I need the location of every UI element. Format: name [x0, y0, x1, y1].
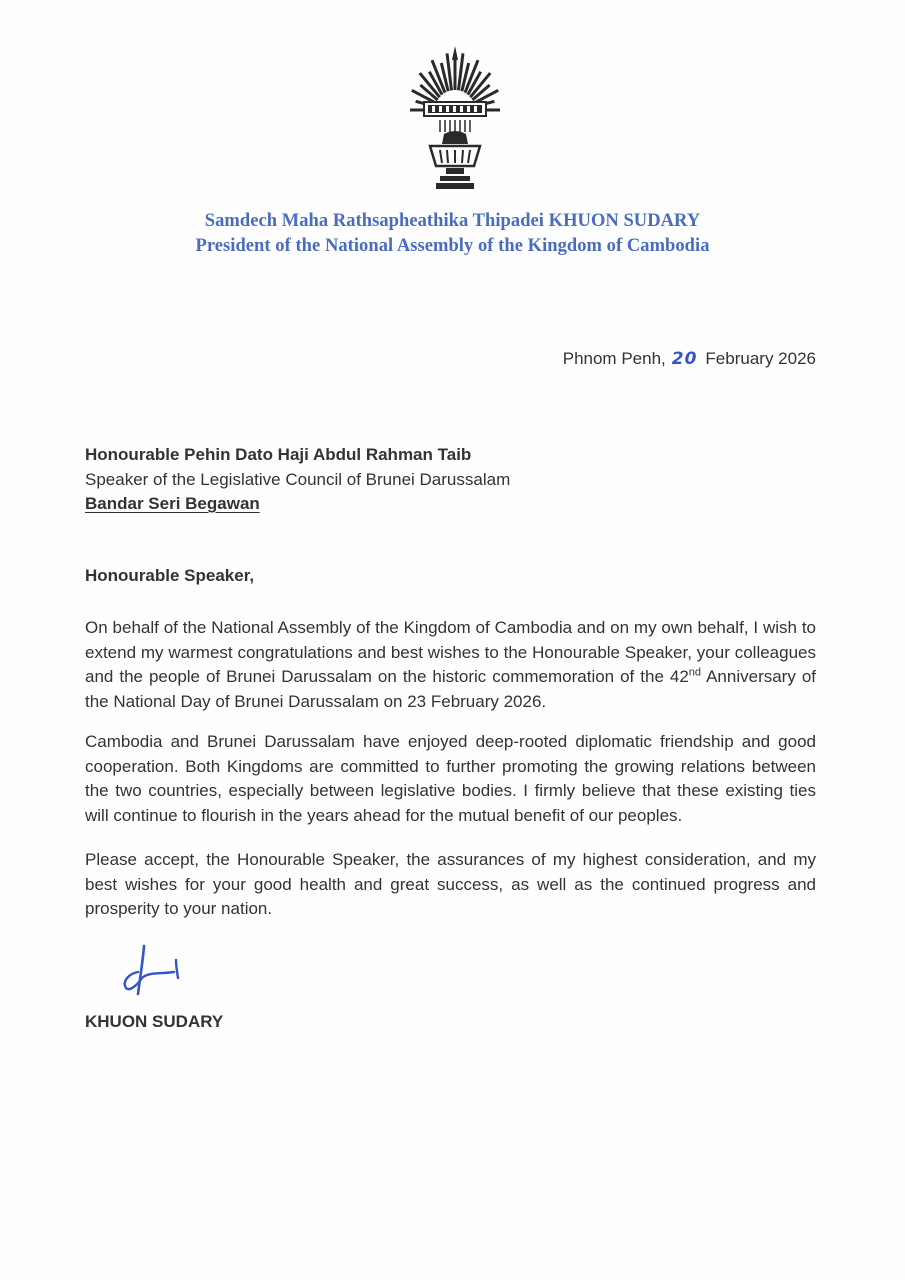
body-paragraph-1 [85, 616, 816, 715]
letterhead-subtitle: President of the National Assembly of the Kingdom of Cambodia [195, 236, 710, 256]
date-place: Phnom Penh, [562, 349, 666, 368]
addressee-title: Speaker of the Legislative Council of Brunei Darussalam [85, 469, 511, 489]
cambodia-royal-emblem-icon [410, 44, 500, 196]
date-month-year: February 2026 [705, 349, 816, 368]
body-paragraph-3: Please accept, the Honourable Speaker, the assurances of my highest consideration, and my best wishes for your good health and great success, as well as the continued progress and prosperity to your nation. [85, 850, 816, 919]
handwritten-signature-icon [118, 942, 198, 998]
paragraph-text: Anniversary of the National Day of Brunei Darussalam on 23 February 2026. [85, 667, 817, 712]
addressee-name: Honourable Pehin Dato Haji Abdul Rahman Taib [85, 445, 472, 464]
addressee-block [85, 443, 510, 517]
letterhead-title: Samdech Maha Rathsapheathika Thipadei KHUON SUDARY [204, 211, 701, 231]
date-day-handwritten: 20 [671, 349, 698, 369]
paragraph-text: On behalf of the National Assembly of the Kingdom of Cambodia and on my own behalf, I wish to extend my warmest congratulations and best wishes to the Honourable Speaker, your colleagues and the people of Brunei Darussalam on the historic commemoration of the 42 [85, 618, 816, 687]
signer-name: KHUON SUDARY [85, 1012, 224, 1031]
body-paragraph-2: Cambodia and Brunei Darussalam have enjoyed deep-rooted diplomatic friendship and good cooperation. Both Kingdoms are committed to further promoting the growing relations between the two countries, especially between legislative bodies. I firmly believe that these existing ties will continue to flourish in the years ahead for the mutual benefit of our peoples. [85, 732, 816, 826]
salutation: Honourable Speaker, [85, 566, 255, 585]
ordinal-suffix: nd [688, 666, 702, 679]
dateline [563, 349, 816, 369]
addressee-city: Bandar Seri Begawan [85, 494, 260, 513]
